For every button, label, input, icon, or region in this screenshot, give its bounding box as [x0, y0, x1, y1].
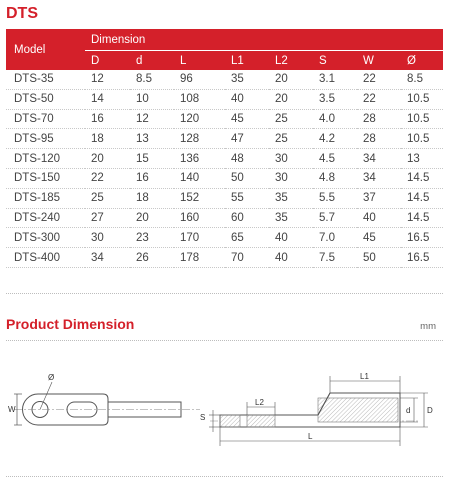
- w-label: W: [8, 405, 16, 414]
- value-cell: 4.5: [313, 149, 357, 169]
- table-row: [6, 228, 443, 248]
- value-cell: 20: [269, 70, 313, 89]
- value-cell: 34: [357, 149, 401, 169]
- value-cell: 14.5: [401, 208, 443, 228]
- value-cell: 170: [174, 228, 225, 248]
- table-row: [6, 129, 443, 149]
- value-cell: 50: [225, 168, 269, 188]
- model-cell: DTS-50: [6, 89, 85, 109]
- value-cell: 50: [357, 248, 401, 268]
- value-cell: 23: [130, 228, 174, 248]
- value-cell: 45: [357, 228, 401, 248]
- value-cell: 140: [174, 168, 225, 188]
- model-cell: DTS-150: [6, 168, 85, 188]
- column-header: L: [174, 51, 225, 71]
- value-cell: 10.5: [401, 129, 443, 149]
- value-cell: 35: [225, 70, 269, 89]
- value-cell: 3.5: [313, 89, 357, 109]
- l-label: L: [308, 432, 313, 441]
- value-cell: 30: [85, 228, 130, 248]
- value-cell: 96: [174, 70, 225, 89]
- table-row: [6, 188, 443, 208]
- value-cell: 16: [85, 109, 130, 129]
- value-cell: 8.5: [130, 70, 174, 89]
- value-cell: 26: [130, 248, 174, 268]
- column-header: S: [313, 51, 357, 71]
- section-title: Product Dimension: [6, 316, 135, 332]
- value-cell: 13: [130, 129, 174, 149]
- table-row: [6, 89, 443, 109]
- spec-table: [6, 29, 443, 268]
- l2-label: L2: [255, 398, 264, 407]
- value-cell: 12: [130, 109, 174, 129]
- value-cell: 4.0: [313, 109, 357, 129]
- value-cell: 22: [357, 70, 401, 89]
- value-cell: 20: [130, 208, 174, 228]
- value-cell: 14.5: [401, 168, 443, 188]
- page-title: DTS: [6, 5, 38, 22]
- value-cell: 47: [225, 129, 269, 149]
- dimension-drawing: [0, 350, 450, 465]
- value-cell: 20: [269, 89, 313, 109]
- value-cell: 35: [269, 208, 313, 228]
- value-cell: 108: [174, 89, 225, 109]
- d-inner-label: d: [406, 406, 411, 415]
- dimension-header: Dimension: [85, 29, 443, 51]
- value-cell: 5.7: [313, 208, 357, 228]
- value-cell: 178: [174, 248, 225, 268]
- value-cell: 128: [174, 129, 225, 149]
- value-cell: 28: [357, 129, 401, 149]
- d-outer-label: D: [427, 406, 433, 415]
- value-cell: 136: [174, 149, 225, 169]
- value-cell: 14.5: [401, 188, 443, 208]
- side-view: [200, 372, 433, 446]
- column-header: D: [85, 51, 130, 71]
- column-header: d: [130, 51, 174, 71]
- divider: [6, 476, 443, 477]
- model-cell: DTS-185: [6, 188, 85, 208]
- value-cell: 30: [269, 149, 313, 169]
- value-cell: 16.5: [401, 228, 443, 248]
- value-cell: 7.5: [313, 248, 357, 268]
- value-cell: 40: [225, 89, 269, 109]
- value-cell: 25: [269, 109, 313, 129]
- l1-label: L1: [360, 372, 369, 381]
- value-cell: 27: [85, 208, 130, 228]
- table-body: [6, 70, 443, 267]
- value-cell: 18: [130, 188, 174, 208]
- value-cell: 4.8: [313, 168, 357, 188]
- model-header: Model: [6, 29, 85, 70]
- value-cell: 37: [357, 188, 401, 208]
- table-row: [6, 149, 443, 169]
- value-cell: 152: [174, 188, 225, 208]
- value-cell: 10.5: [401, 109, 443, 129]
- value-cell: 20: [85, 149, 130, 169]
- column-header: Ø: [401, 51, 443, 71]
- table-row: [6, 208, 443, 228]
- value-cell: 16.5: [401, 248, 443, 268]
- value-cell: 13: [401, 149, 443, 169]
- value-cell: 22: [357, 89, 401, 109]
- table-row: [6, 70, 443, 89]
- divider: [6, 340, 443, 341]
- value-cell: 15: [130, 149, 174, 169]
- value-cell: 16: [130, 168, 174, 188]
- value-cell: 10.5: [401, 89, 443, 109]
- value-cell: 18: [85, 129, 130, 149]
- value-cell: 34: [85, 248, 130, 268]
- value-cell: 40: [269, 248, 313, 268]
- value-cell: 40: [269, 228, 313, 248]
- value-cell: 45: [225, 109, 269, 129]
- table-row: [6, 168, 443, 188]
- value-cell: 65: [225, 228, 269, 248]
- value-cell: 3.1: [313, 70, 357, 89]
- value-cell: 22: [85, 168, 130, 188]
- value-cell: 48: [225, 149, 269, 169]
- value-cell: 28: [357, 109, 401, 129]
- table-row: [6, 248, 443, 268]
- value-cell: 70: [225, 248, 269, 268]
- divider: [6, 293, 443, 294]
- model-cell: DTS-300: [6, 228, 85, 248]
- value-cell: 34: [357, 168, 401, 188]
- table-header-row: [6, 29, 443, 51]
- value-cell: 30: [269, 168, 313, 188]
- s-label: S: [200, 413, 206, 422]
- value-cell: 40: [357, 208, 401, 228]
- value-cell: 60: [225, 208, 269, 228]
- value-cell: 55: [225, 188, 269, 208]
- value-cell: 25: [85, 188, 130, 208]
- value-cell: 12: [85, 70, 130, 89]
- value-cell: 25: [269, 129, 313, 149]
- column-header: L2: [269, 51, 313, 71]
- hole-label: Ø: [48, 373, 55, 382]
- model-cell: DTS-400: [6, 248, 85, 268]
- model-cell: DTS-35: [6, 70, 85, 89]
- value-cell: 10: [130, 89, 174, 109]
- model-cell: DTS-95: [6, 129, 85, 149]
- model-cell: DTS-120: [6, 149, 85, 169]
- column-header: W: [357, 51, 401, 71]
- value-cell: 14: [85, 89, 130, 109]
- value-cell: 8.5: [401, 70, 443, 89]
- table-row: [6, 109, 443, 129]
- value-cell: 4.2: [313, 129, 357, 149]
- unit-label: mm: [420, 321, 436, 332]
- value-cell: 7.0: [313, 228, 357, 248]
- model-cell: DTS-70: [6, 109, 85, 129]
- value-cell: 120: [174, 109, 225, 129]
- value-cell: 35: [269, 188, 313, 208]
- value-cell: 160: [174, 208, 225, 228]
- top-view: [8, 373, 200, 425]
- column-header: L1: [225, 51, 269, 71]
- model-cell: DTS-240: [6, 208, 85, 228]
- value-cell: 5.5: [313, 188, 357, 208]
